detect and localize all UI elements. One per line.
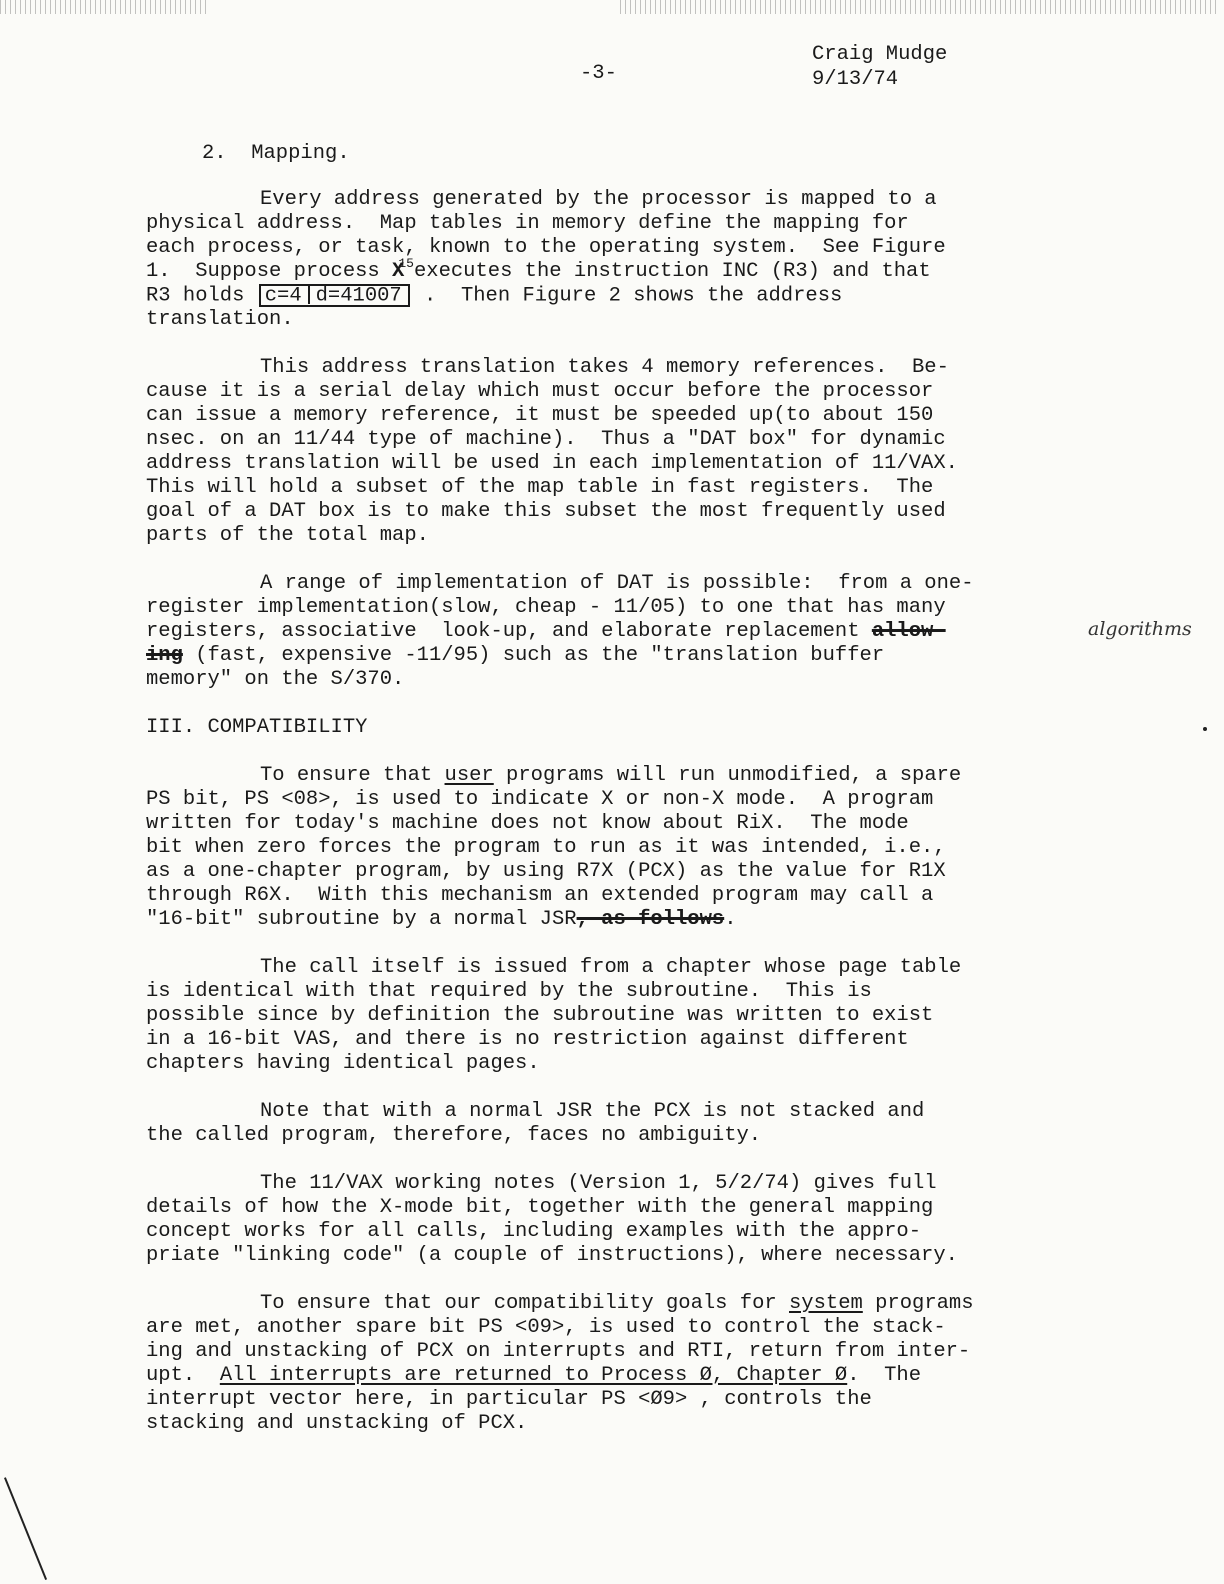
text-line: can issue a memory reference, it must be speeded up(to about 150 xyxy=(146,404,934,427)
text-line: parts of the total map. xyxy=(146,524,429,547)
text-line: interrupt vector here, in particular PS <Ø9> , controls the xyxy=(146,1388,872,1411)
text-line: in a 16-bit VAS, and there is no restriction against different xyxy=(146,1028,909,1051)
text-line: bit when zero forces the program to run as it was intended, i.e., xyxy=(146,836,946,859)
text-fragment: registers, associative look-up, and elaborate replacement xyxy=(146,620,872,643)
text-line xyxy=(260,764,961,788)
text-line xyxy=(146,284,842,308)
text-line: nsec. on an 11/44 type of machine). Thus a "DAT box" for dynamic xyxy=(146,428,946,451)
text-line: cause it is a serial delay which must occur before the processor xyxy=(146,380,934,403)
underlined-text: user xyxy=(444,764,494,787)
text-line: possible since by definition the subroutine was written to exist xyxy=(146,1004,934,1027)
underlined-text: All interrupts are returned to Process Ø, Chapter Ø xyxy=(219,1364,848,1387)
text-line xyxy=(146,644,884,668)
scan-noise xyxy=(620,0,1220,14)
text-line: register implementation(slow, cheap - 11/05) to one that has many xyxy=(146,596,946,619)
text-line: through R6X. With this mechanism an extended program may call a xyxy=(146,884,934,907)
box-chapter: c=4 xyxy=(264,284,302,308)
text-fragment: programs xyxy=(862,1292,974,1315)
text-line: priate "linking code" (a couple of instructions), where necessary. xyxy=(146,1244,958,1267)
page-number: -3- xyxy=(580,62,617,85)
struck-letter: X xyxy=(392,260,405,283)
text-line: A range of implementation of DAT is possible: from a one- xyxy=(260,572,974,595)
margin-dot xyxy=(1203,727,1207,731)
memo-date: 9/13/74 xyxy=(812,68,899,91)
text-line: concept works for all calls, including examples with the appro- xyxy=(146,1220,922,1243)
text-line: address translation will be used in each implementation of 11/VAX. xyxy=(146,452,958,475)
text-line: PS bit, PS <08>, is used to indicate X or non-X mode. A program xyxy=(146,788,934,811)
text-fragment: upt. xyxy=(146,1364,220,1387)
text-fragment: programs will run unmodified, a spare xyxy=(493,764,962,787)
text-line: ing and unstacking of PCX on interrupts and RTI, return from inter- xyxy=(146,1340,971,1363)
text-line xyxy=(146,1364,921,1388)
text-line: The 11/VAX working notes (Version 1, 5/2/74) gives full xyxy=(260,1172,937,1195)
text-line: translation. xyxy=(146,308,294,331)
text-fragment: executes the instruction INC (R3) and that xyxy=(413,260,931,283)
section-heading-mapping: 2. Mapping. xyxy=(202,142,350,165)
text-fragment: 1. Suppose process xyxy=(146,260,393,283)
scan-noise xyxy=(0,0,210,14)
text-line: details of how the X-mode bit, together with the general mapping xyxy=(146,1196,934,1219)
text-fragment: R3 holds xyxy=(146,284,257,308)
text-line xyxy=(146,256,931,285)
text-line: written for today's machine does not know about RiX. The mode xyxy=(146,812,909,835)
text-line: is identical with that required by the subroutine. This is xyxy=(146,980,872,1003)
text-line: as a one-chapter program, by using R7X (PCX) as the value for R1X xyxy=(146,860,946,883)
underlined-text: system xyxy=(789,1292,863,1315)
text-line: chapters having identical pages. xyxy=(146,1052,540,1075)
text-fragment: To ensure that xyxy=(260,764,445,787)
text-line: goal of a DAT box is to make this subset the most frequently used xyxy=(146,500,946,523)
text-fragment: . xyxy=(724,908,737,931)
section-heading-compatibility: III. COMPATIBILITY xyxy=(146,716,368,739)
text-line: Note that with a normal JSR the PCX is not stacked and xyxy=(260,1100,925,1123)
text-line: each process, or task, known to the operating system. See Figure xyxy=(146,236,946,259)
text-fragment: . The xyxy=(847,1364,922,1387)
text-line xyxy=(146,620,946,644)
text-line: are met, another spare bit PS <09>, is used to control the stack- xyxy=(146,1316,946,1339)
box-displacement: d=41007 xyxy=(315,284,402,308)
text-fragment: "16-bit" subroutine by a normal JSR xyxy=(146,908,577,931)
struck-text: allow- xyxy=(871,620,946,643)
text-line: Every address generated by the processor is mapped to a xyxy=(260,188,937,211)
register-box xyxy=(259,284,410,307)
text-line xyxy=(146,908,737,932)
text-line: This will hold a subset of the map table in fast registers. The xyxy=(146,476,934,499)
text-line: memory" on the S/370. xyxy=(146,668,405,691)
text-line: The call itself is issued from a chapter whose page table xyxy=(260,956,962,979)
text-fragment: To ensure that our compatibility goals for xyxy=(260,1292,789,1315)
text-line: physical address. Map tables in memory define the mapping for xyxy=(146,212,909,235)
text-line: This address translation takes 4 memory references. Be- xyxy=(260,356,949,379)
text-line xyxy=(260,1292,974,1316)
author-name: Craig Mudge xyxy=(812,43,948,66)
margin-stroke xyxy=(4,1477,47,1580)
struck-text: ing xyxy=(146,644,183,667)
text-line: stacking and unstacking of PCX. xyxy=(146,1412,528,1435)
author-block xyxy=(812,42,947,92)
text-fragment: . Then Figure 2 shows the address xyxy=(411,284,843,308)
struck-text: , as follows xyxy=(576,908,725,931)
text-line: the called program, therefore, faces no ambiguity. xyxy=(146,1124,762,1147)
box-divider xyxy=(308,286,310,304)
text-fragment: (fast, expensive -11/95) such as the "translation buffer xyxy=(182,644,885,667)
handwritten-superscript: 15 xyxy=(398,256,414,271)
handwritten-annotation: algorithms xyxy=(1088,618,1192,640)
